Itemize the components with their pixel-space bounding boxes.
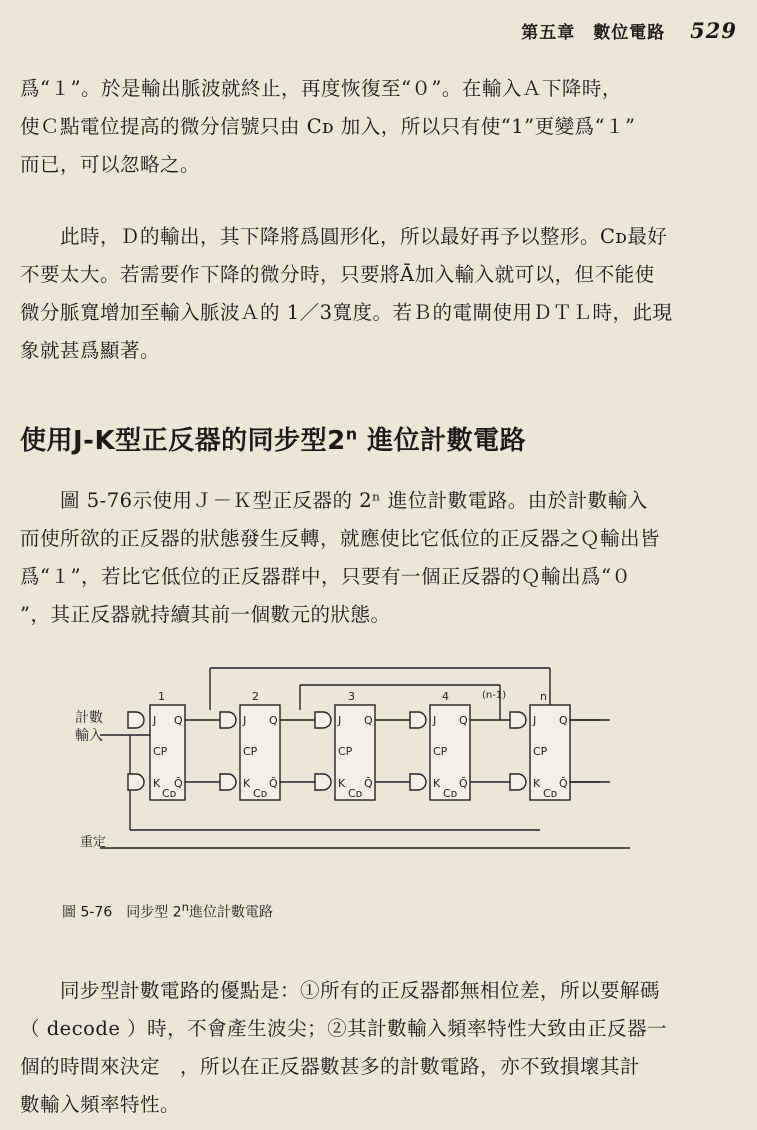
pin-cd-label: Cᴅ: [348, 787, 363, 800]
count-input-label: 輸入: [75, 728, 103, 744]
heading-text: 使用J-K型正反器的同步型2: [20, 426, 346, 456]
pin-j-label: J: [243, 714, 247, 727]
text-line: 爲“１”，若比它低位的正反器群中，只要有一個正反器的Ｑ輸出爲“０: [20, 565, 632, 588]
pin-qbar-label: Q̄: [459, 777, 468, 790]
section-heading: [20, 420, 526, 457]
page-number: 529: [690, 18, 737, 43]
pin-k-label: K: [153, 777, 161, 790]
pin-q-label: Q: [559, 714, 568, 727]
pin-cd-label: Cᴅ: [443, 787, 458, 800]
pin-q-label: Q: [174, 714, 183, 727]
heading-superscript: n: [345, 424, 358, 444]
pin-j-label: J: [153, 714, 157, 727]
ff-number: n: [540, 690, 547, 703]
paragraph-1: [20, 70, 740, 184]
caption-suffix: 進位計數電路: [188, 904, 273, 921]
pin-k-label: K: [433, 777, 441, 790]
text-line: 象就甚爲顯著。: [20, 339, 161, 362]
text-line: 爲“１”。於是輸出脈波就終止，再度恢復至“０”。在輸入Ａ下降時，: [20, 77, 622, 100]
ff-number: 3: [348, 690, 355, 703]
pin-q-label: Q: [364, 714, 373, 727]
text-line: 圖 5-76示使用Ｊ－Ｋ型正反器的 2ⁿ 進位計數電路。由於計數輸入: [20, 489, 648, 512]
text-line: 使Ｃ點電位提高的微分信號只由 Cᴅ 加入，所以只有使“1”更變爲“１”: [20, 115, 636, 138]
bus-label: (n-1): [482, 690, 507, 701]
pin-cp-label: CP: [433, 745, 448, 758]
pin-qbar-label: Q̄: [174, 777, 183, 790]
figure-caption: [62, 900, 273, 922]
pin-k-label: K: [338, 777, 346, 790]
text-line: （ decode ）時，不會產生波尖；②其計數輸入頻率特性大致由正反器一: [20, 1017, 668, 1040]
ff-number: 1: [158, 690, 165, 703]
pin-j-label: J: [338, 714, 342, 727]
ff-number: 2: [252, 690, 259, 703]
pin-k-label: K: [243, 777, 251, 790]
text-line: 微分脈寬增加至輸入脈波Ａ的 1／3寬度。若Ｂ的電閘使用ＤＴＬ時，此現: [20, 301, 673, 324]
pin-q-label: Q: [459, 714, 468, 727]
text-line: 個的時間來決定 ，所以在正反器數甚多的計數電路，亦不致損壞其計: [20, 1055, 641, 1078]
pin-j-label: J: [433, 714, 437, 727]
pin-cp-label: CP: [338, 745, 353, 758]
text-line: 此時，Ｄ的輸出，其下降將爲圓形化，所以最好再予以整形。Cᴅ最好: [20, 225, 668, 248]
caption-superscript: n: [181, 900, 189, 914]
text-line: 不要太大。若需要作下降的微分時，只要將Ā加入輸入就可以，但不能使: [20, 263, 655, 286]
pin-qbar-label: Q̄: [364, 777, 373, 790]
pin-cp-label: CP: [243, 745, 258, 758]
heading-text-after: 進位計數電路: [367, 426, 527, 456]
running-header: [521, 18, 737, 43]
pin-cd-label: Cᴅ: [253, 787, 268, 800]
pin-cd-label: Cᴅ: [162, 787, 177, 800]
pin-j-label: J: [533, 714, 537, 727]
pin-qbar-label: Q̄: [559, 777, 568, 790]
counter-circuit-diagram: [70, 660, 710, 900]
pin-k-label: K: [533, 777, 541, 790]
text-line: 而已，可以忽略之。: [20, 153, 201, 176]
text-line: ”，其正反器就持續其前一個數元的狀態。: [20, 603, 391, 626]
pin-cp-label: CP: [153, 745, 168, 758]
text-line: 同步型計數電路的優點是：①所有的正反器都無相位差，所以要解碼: [20, 979, 661, 1002]
pin-q-label: Q: [269, 714, 278, 727]
ff-number: 4: [442, 690, 449, 703]
reset-label: 重定: [80, 835, 107, 850]
count-input-label: 計數: [75, 710, 103, 726]
pin-qbar-label: Q̄: [269, 777, 278, 790]
caption-prefix: 圖 5-76 同步型 2: [62, 904, 182, 921]
paragraph-3: [20, 482, 740, 634]
text-line: 而使所欲的正反器的狀態發生反轉，就應使比它低位的正反器之Ｑ輸出皆: [20, 527, 661, 550]
chapter-title: 第五章 數位電路: [521, 23, 666, 43]
pin-cp-label: CP: [533, 745, 548, 758]
paragraph-4: [20, 972, 740, 1124]
paragraph-2: [20, 218, 740, 370]
pin-cd-label: Cᴅ: [543, 787, 558, 800]
text-line: 數輸入頻率特性。: [20, 1093, 181, 1116]
